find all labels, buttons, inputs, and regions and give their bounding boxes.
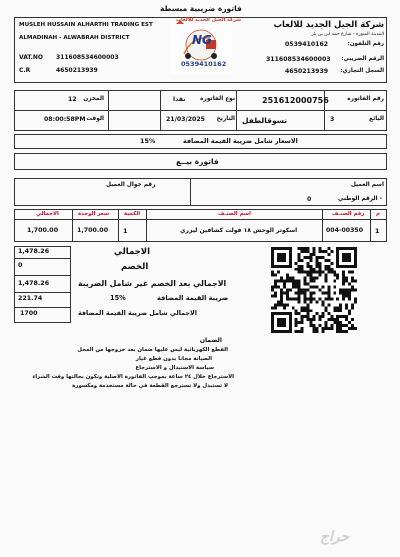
invoice-type-label: نوع الفاتورة [200,96,235,102]
warranty-title: الضمان [199,337,222,344]
total-value-vat: 221.74 [18,295,43,302]
invoice-no-label: رقم الفاتورة [347,96,384,102]
time-value: 08:00:58PM [44,116,86,123]
national-id-value: 0 [307,196,312,203]
customer-mobile-label: رقم جوال العميل [106,182,156,188]
cr-label-en: C.R [19,67,31,74]
header-item-name: اسم الصنـف [218,211,251,217]
logo-top-text: شركة الجيل الجديد للالعاب [176,17,242,23]
phone-label-ar: رقم التلفون: [347,41,384,47]
warranty-line-3: سياسة الاستبدال و الاسترجاع [135,365,214,371]
seller-district-en: ALMADINAH - ALWABRAH DISTRICT [19,35,130,41]
header-total: الاجمالي [36,211,59,217]
header-row-no: م [376,211,380,217]
seller-label: البائع [369,116,384,122]
row-no: 1 [375,227,380,235]
vat-note-text: الاسعار شامل ضريبة القيمة المضافة [183,137,298,145]
total-value-net: 1,478.26 [18,280,50,287]
vat-note-rate: 15% [140,137,156,145]
warranty-line-1: القطع الكهربائية ليس عليها ضمان بعد خروجها من المحل [77,347,228,353]
row-item-no: 004-00350 [326,227,364,234]
header-qty: الكمية [124,211,141,217]
store-label: المخزن [83,96,104,102]
national-id-label: - الرقم الوطني [337,196,382,202]
cr-value-ar: 4650213939 [285,68,329,75]
warranty-line-5: لا تستبدل ولا تسترجع القطعة في حالة مستخدمة ومكسورة [72,383,228,389]
vat-label-ar: الرقم الضريبي: [341,56,384,62]
customer-name-label: اسم العميل [350,182,384,188]
date-label: التاريخ [216,116,235,122]
watermark-logo: حراج [320,529,350,545]
seller-address-ar: المدينة المنورة - شارع حمد ابن بن بئر [311,32,384,37]
row-qty: 1 [123,227,128,235]
seller-name-en: MUSLEH HUSSAIN ALHARTHI TRADING EST [19,22,153,28]
customer-box [14,178,387,206]
seller-name: نسوقالطفل [242,116,288,125]
header-unit-price: سعر الوحدة [78,211,110,217]
total-label-grand: الاجمالي شامل ضريبة القيمة المضافة [78,309,197,317]
date-value: 21/03/2025 [166,116,205,123]
invoice-no-value: 251612000756 [262,96,329,105]
header-item-no: رقم الصنـف [332,211,365,217]
vat-label-en: VAT.NO [19,54,43,61]
qr-code-graphic [271,247,357,333]
total-label-gross: الاجمالي [114,247,151,257]
qr-code [271,247,357,333]
phone-value: 0539410162 [285,41,329,48]
vat-value-ar: 311608534600003 [266,56,331,63]
time-label: الوقت [86,116,104,122]
seller-name-ar: شركة الجيل الجديد للالعاب [273,20,384,30]
total-value-discount: 0 [18,262,23,269]
row-total: 1,700.00 [27,227,59,234]
sale-title: فاتورة بيــع [176,157,219,166]
cr-value-en: 4650213939 [56,67,98,74]
seller-value: 3 [330,116,335,123]
row-item-name: اسكوتر الوحش ١٨ فولت كشافين ليزري [180,227,298,234]
total-label-vat: ضريبة القيمة المضافة [157,294,229,302]
total-value-gross: 1,478.26 [18,248,50,255]
total-label-discount: الخصم [121,262,149,272]
row-unit-price: 1,700.00 [77,227,109,234]
store-value: 12 [68,96,77,103]
total-label-net: الاجمالي بعد الخصم غير شامل الضريبة [78,279,227,288]
vat-value-en: 311608534600003 [56,54,119,61]
logo-phone: 0539410162 [181,60,227,68]
invoice-type-value: نقدا [173,96,186,103]
warranty-line-2: الصيانة مجانا بدون قطع غيار [135,356,212,362]
warranty-line-4: الاسترجاع خلال ٢٤ ساعة بموجب الفاتورة الاصلية وتكون بحالتها وقت الشراء [32,374,234,380]
total-vat-rate: 15% [110,294,126,302]
document-title: فاتورة ضريبية مبسطة [160,4,242,13]
cr-label-ar: السجل التجاري: [340,68,384,74]
total-value-grand: 1700 [20,310,38,317]
logo-mark: NG [192,33,212,47]
